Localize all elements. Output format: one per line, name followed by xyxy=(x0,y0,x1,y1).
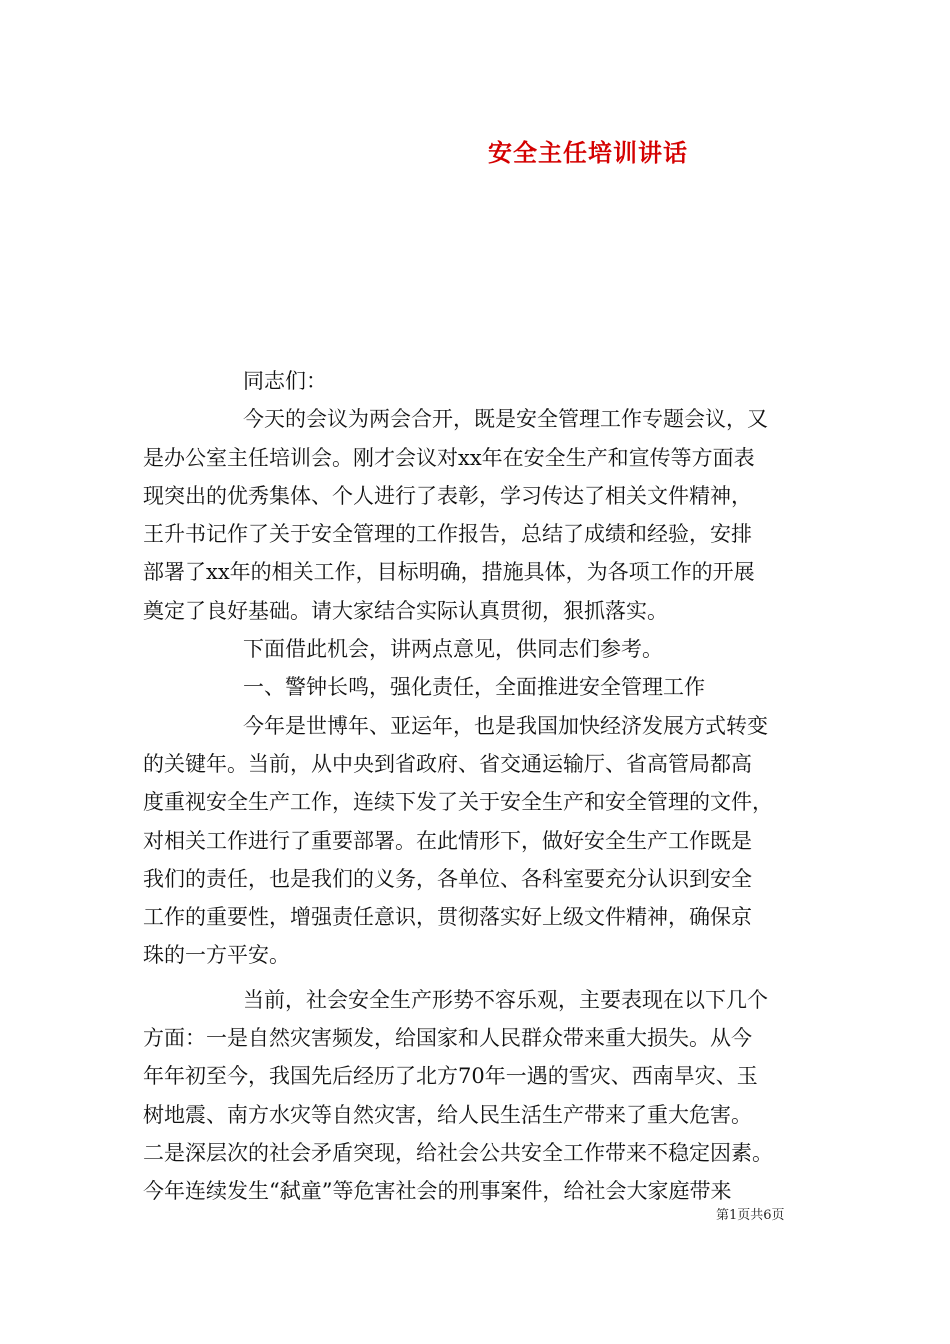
document-body xyxy=(143,362,815,1211)
paragraph-line: 度重视安全生产工作，连续下发了关于安全生产和安全管理的文件， xyxy=(143,790,773,815)
paragraph-line: 今年连续发生“弑童”等危害社会的刑事案件，给社会大家庭带来 xyxy=(143,1179,732,1204)
paragraph-line: 现突出的优秀集体、个人进行了表彰，学习传达了相关文件精神， xyxy=(143,483,752,508)
paragraph-line: 部署了xx年的相关工作，目标明确，措施具体，为各项工作的开展 xyxy=(143,560,755,585)
document-title: 安全主任培训讲话 xyxy=(488,138,688,167)
paragraph-line: 下面借此机会，讲两点意见，供同志们参考。 xyxy=(243,637,663,662)
paragraph-line: 当前，社会安全生产形势不容乐观，主要表现在以下几个 xyxy=(243,987,768,1012)
paragraph-line: 工作的重要性，增强责任意识，贯彻落实好上级文件精神，确保京 xyxy=(143,905,752,930)
paragraph-line: 年年初至今，我国先后经历了北方70年一遇的雪灾、西南旱灾、玉 xyxy=(143,1064,758,1089)
paragraph-line: 的关键年。当前，从中央到省政府、省交通运输厅、省高管局都高 xyxy=(143,751,752,776)
salutation: 同志们： xyxy=(243,369,327,393)
paragraph-line: 今年是世博年、亚运年，也是我国加快经济发展方式转变 xyxy=(243,713,768,738)
paragraph-line: 对相关工作进行了重要部署。在此情形下，做好安全生产工作既是 xyxy=(143,828,752,853)
paragraph-line: 今天的会议为两会合开，既是安全管理工作专题会议，又 xyxy=(243,407,768,432)
page-number-footer: 第1页共6页 xyxy=(716,1208,785,1223)
paragraph-line: 树地震、南方水灾等自然灾害，给人民生活生产带来了重大危害。 xyxy=(143,1102,752,1127)
paragraph-line: 是办公室主任培训会。刚才会议对xx年在安全生产和宣传等方面表 xyxy=(143,445,755,470)
paragraph-line: 方面：一是自然灾害频发，给国家和人民群众带来重大损失。从今 xyxy=(143,1026,752,1051)
section-heading: 一、警钟长鸣，强化责任，全面推进安全管理工作 xyxy=(243,675,705,700)
paragraph-line: 王升书记作了关于安全管理的工作报告，总结了成绩和经验，安排 xyxy=(143,522,752,547)
paragraph-line: 我们的责任，也是我们的义务，各单位、各科室要充分认识到安全 xyxy=(143,866,752,891)
paragraph-line: 珠的一方平安。 xyxy=(143,943,290,968)
paragraph-line: 奠定了良好基础。请大家结合实际认真贯彻，狠抓落实。 xyxy=(143,598,668,623)
paragraph-line: 二是深层次的社会矛盾突现，给社会公共安全工作带来不稳定因素。 xyxy=(143,1140,773,1165)
